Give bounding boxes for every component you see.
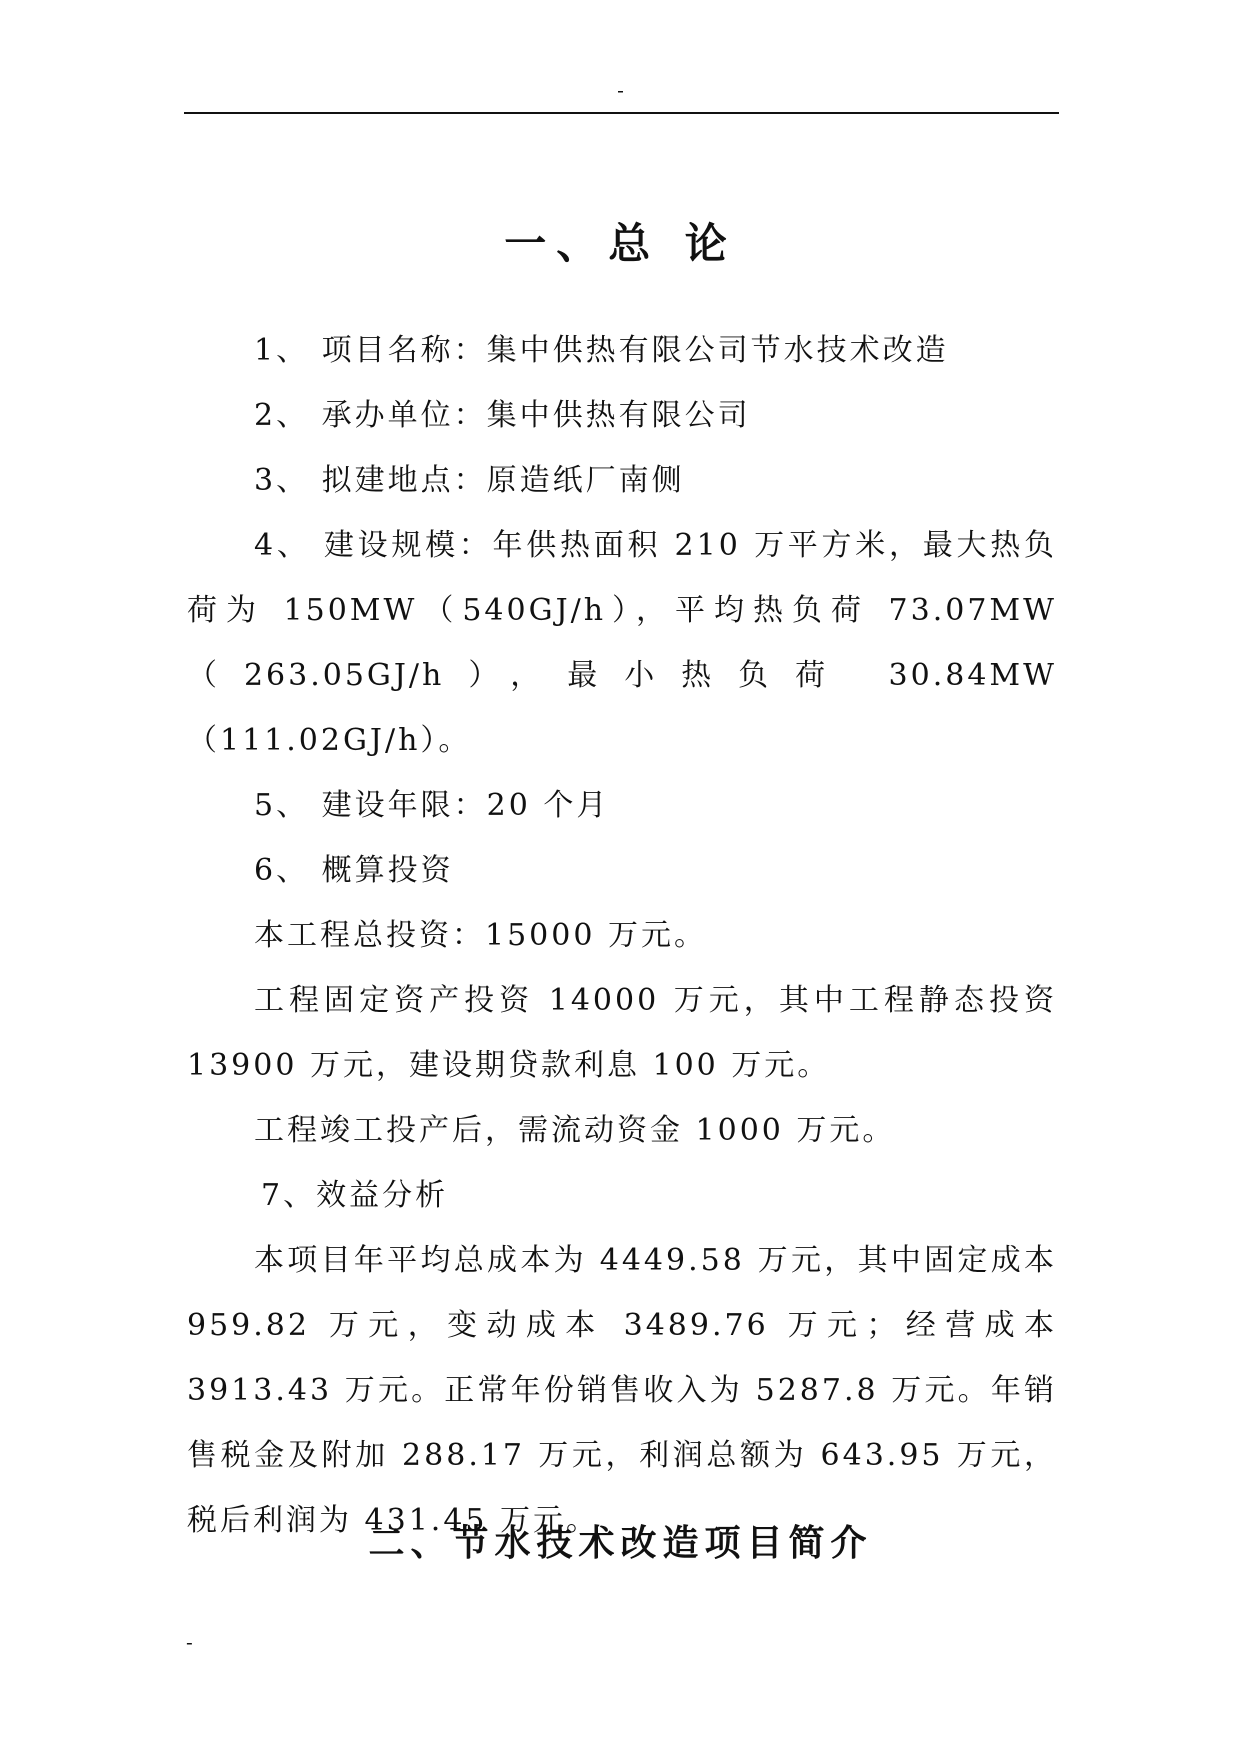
paragraph-fixed-assets: 工程固定资产投资 14000 万元，其中工程静态投资 13900 万元，建设期贷款利息 100 万元。 xyxy=(187,983,1057,1083)
paragraph-benefit-analysis: 本项目年平均总成本为 4449.58 万元，其中固定成本 959.82 万元，变动成本 3489.76 万元；经营成本 3913.43 万元。正常年份销售收入为 5287.8 万元。年销售税金及附加 288.17 万元，利润总额为 643.95 万元，税后利润为 431.45 万元。 xyxy=(187,1243,1057,1538)
footer-mark: - xyxy=(186,1630,193,1654)
item-duration: 5、 建设年限：20 个月 xyxy=(254,788,610,823)
item-project-name: 1、 项目名称：集中供热有限公司节水技术改造 xyxy=(254,333,949,368)
header-mark: - xyxy=(617,78,624,102)
item-investment-heading: 6、 概算投资 xyxy=(254,853,454,888)
item-scale: 4、 建设规模：年供热面积 210 万平方米，最大热负荷为 150MW（540GJ/h），平均热负荷 73.07MW（263.05GJ/h），最小热负荷 30.84MW（111.02GJ/h）。 xyxy=(187,528,1057,758)
item-location: 3、 拟建地点：原造纸厂南侧 xyxy=(254,463,685,498)
item-benefit-heading: 7、效益分析 xyxy=(261,1178,449,1213)
document-body xyxy=(187,318,1057,1553)
paragraph-working-capital: 工程竣工投产后，需流动资金 1000 万元。 xyxy=(254,1113,896,1148)
item-organizer: 2、 承办单位：集中供热有限公司 xyxy=(254,398,751,433)
paragraph-total-investment: 本工程总投资：15000 万元。 xyxy=(254,918,707,953)
header-rule xyxy=(184,112,1059,114)
section-title-overview: 一、总 论 xyxy=(504,219,737,269)
section-title-project-intro: 二、节水技术改造项目简介 xyxy=(368,1521,873,1564)
